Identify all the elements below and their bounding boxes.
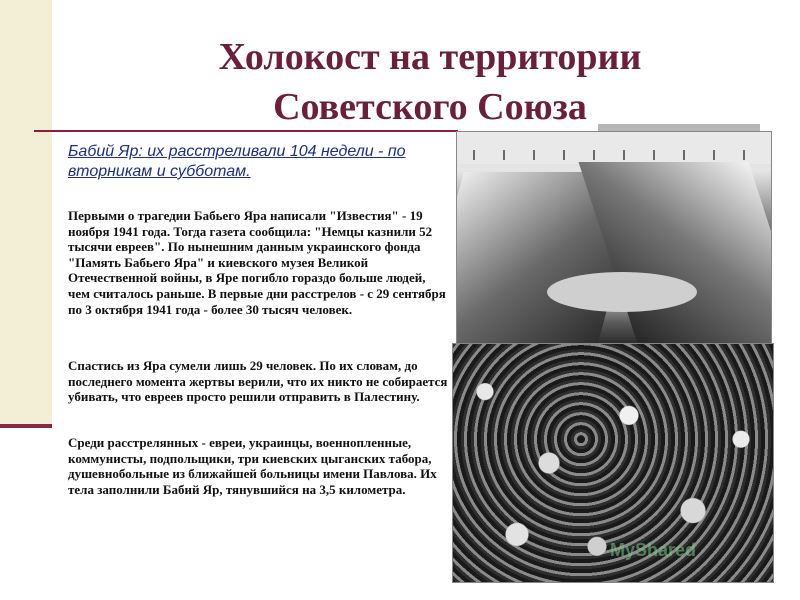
paragraph-2: Спастись из Яра сумели лишь 29 человек. По их словам, до последнего момента жертвы верили, что их никто не собирается убивать, что евреев просто решили отправить в Палестину.	[68, 358, 448, 405]
title-divider	[34, 130, 458, 132]
ravine-photo	[456, 131, 772, 345]
left-accent-bar	[0, 424, 52, 428]
ravine-figures	[457, 150, 771, 160]
ravine-slope-right	[579, 162, 772, 345]
slide-title	[60, 32, 800, 132]
watermark-logo: MyShared	[610, 540, 697, 560]
ravine-floor	[547, 272, 697, 312]
title-line-2: Советского Союза	[273, 86, 587, 128]
left-decorative-band	[0, 0, 52, 425]
paragraph-3: Среди расстрелянных - евреи, украинцы, военнопленные, коммунисты, подпольщики, три киевских цыганских табора, душевнобольные из ближайшей больницы имени Павлова. Их тела заполнили Бабий Яр, тянувшийся на 3,5 километра.	[68, 435, 437, 497]
slide-subtitle-link[interactable]: Бабий Яр: их расстреливали 104 недели - по вторникам и субботам.	[68, 143, 406, 180]
title-divider-right	[598, 124, 760, 131]
paragraph-1: Первыми о трагедии Бабьего Яра написали "Известия" - 19 ноября 1941 года. Тогда газета сообщила: "Немцы казнили 52 тысячи евреев". По нынешним данным украинского фонда "Память Бабьего Яра" и киевского музея Великой Отечественной войны, в Яре погибло гораздо больше людей, чем считалось раньше. В первые дни расстрелов - с 29 сентября по 3 октября 1941 года - более 30 тысяч человек.	[68, 208, 446, 317]
title-line-1: Холокост на территории	[218, 36, 642, 78]
